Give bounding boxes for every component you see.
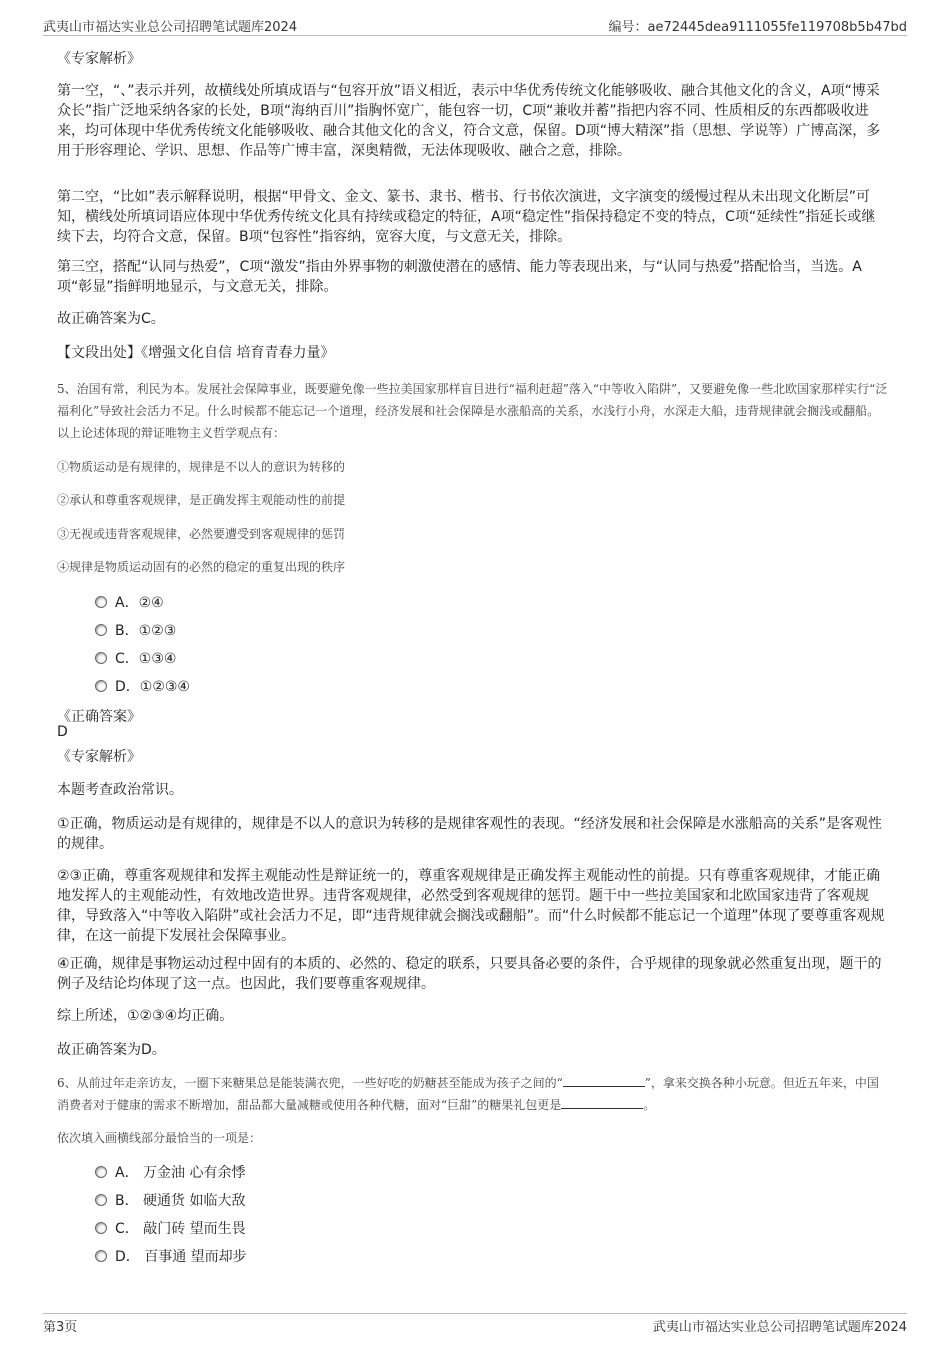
radio-icon[interactable] bbox=[95, 680, 107, 692]
q5-analysis-p3: ②③正确，尊重客观规律和发挥主观能动性是辩证统一的，尊重客观规律是正确发挥主观能动性的前提。只有尊重客观规律，才能正确地发挥人的主观能动性，有效地改造世界。违背客观规律，必然受到客观规律的惩罚。题干中一些拉美国家和北欧国家违背了客观规律，导致落入“中等收入陷阱”或社会活力不足，即“违背规律就会搁浅或翻船”。而“什么时候都不能忘记一个道理”体现了要尊重客观规律，在这一前提下发展社会保障事业。 bbox=[57, 868, 885, 944]
page-number: 第3页 bbox=[43, 1320, 78, 1335]
q5-statement-3: ③无视或违背客观规律，必然要遭受到客观规律的惩罚 bbox=[57, 527, 346, 541]
prev-expert-label: 《专家解析》 bbox=[57, 51, 141, 67]
q5-statement-1: ①物质运动是有规律的，规律是不以人的意识为转移的 bbox=[57, 460, 346, 474]
q5-answer-line: 故正确答案为D。 bbox=[57, 1042, 166, 1058]
radio-icon[interactable] bbox=[95, 652, 107, 664]
page-header bbox=[43, 15, 907, 36]
q6-option-c[interactable]: C． 敲门砖 望而生畏 bbox=[95, 1219, 246, 1239]
q5-option-b[interactable]: B．①②③ bbox=[95, 621, 176, 641]
q5-statement-4: ④规律是物质运动固有的必然的稳定的重复出现的秩序 bbox=[57, 560, 346, 574]
radio-icon[interactable] bbox=[95, 1222, 107, 1234]
prev-analysis-p2: 第二空，“比如”表示解释说明，根据“甲骨文、金文、篆书、隶书、楷书、行书依次演进，文字演变的缓慢过程从未出现文化断层”可知，横线处所填词语应体现中华优秀传统文化具有持续或稳定的特征，A项“稳定性”指保持稳定不变的特点，C项“延续性”指延长或继续下去，均符合文意，保留。B项“包容性”指容纳，宽容大度，与文意无关，排除。 bbox=[57, 189, 876, 245]
q5-option-c[interactable]: C．①③④ bbox=[95, 649, 176, 669]
q5-analysis-p2: ①正确，物质运动是有规律的，规律是不以人的意识为转移的是规律客观性的表现。“经济发展和社会保障是水涨船高的关系”是客观性的规律。 bbox=[57, 816, 883, 852]
q6-stem: 6、从前过年走亲访友，一圈下来糖果总是能装满衣兜，一些好吃的奶糖甚至能成为孩子之间的“ ”，拿来交换各种小玩意。但近五年来，中国消费者对于健康的需求不断增加，甜品都大量减糖或使用各种代糖，面对“巨甜”的糖果礼包更是 。 bbox=[57, 1076, 879, 1112]
prev-analysis-p1: 第一空，“、”表示并列，故横线处所填成语与“包容开放”语义相近，表示中华优秀传统文化能够吸收、融合其他文化的含义，A项“博采众长”指广泛地采纳各家的长处，B项“海纳百川”指胸怀宽广，能包容一切，C项“兼收并蓄”指把内容不同、性质相反的东西都吸收进来，均可体现中华优秀传统文化能够吸收、融合其他文化的含义，符合文意，保留。D项“博大精深”指（思想、学说等）广博高深，多用于形容理论、学识、思想、作品等广博丰富，深奥精微，无法体现吸收、融合之意，排除。 bbox=[57, 83, 881, 159]
radio-icon[interactable] bbox=[95, 1194, 107, 1206]
radio-icon[interactable] bbox=[95, 624, 107, 636]
prev-source: 【文段出处】《增强文化自信 培育青春力量》 bbox=[57, 345, 335, 361]
q6-option-d[interactable]: D． 百事通 望而却步 bbox=[95, 1247, 247, 1267]
q5-expert-label: 《专家解析》 bbox=[57, 749, 141, 765]
q5-stem: 5、治国有常，利民为本。发展社会保障事业，既要避免像一些拉美国家那样盲目进行“福利赶超”落入“中等收入陷阱”，又要避免像一些北欧国家那样实行“泛福利化”导致社会活力不足。什么时候都不能忘记一个道理，经济发展和社会保障是水涨船高的关系，水浅行小舟，水深走大船，违背规律就会搁浅或翻船。以上论述体现的辩证唯物主义哲学观点有： bbox=[57, 382, 888, 440]
q5-analysis-p5: 综上所述，①②③④均正确。 bbox=[57, 1008, 234, 1024]
header-doc-id: 编号：ae72445dea9111055fe119708b5b47bd bbox=[608, 20, 907, 35]
radio-icon[interactable] bbox=[95, 596, 107, 608]
radio-icon[interactable] bbox=[95, 1250, 107, 1262]
q5-option-a[interactable]: A．②④ bbox=[95, 593, 164, 613]
q5-analysis-p4: ④正确，规律是事物运动过程中固有的本质的、必然的、稳定的联系，只要具备必要的条件，合乎规律的现象就必然重复出现，题干的例子及结论均体现了这一点。也因此，我们要尊重客观规律。 bbox=[57, 956, 882, 992]
q6-option-b[interactable]: B． 硬通货 如临大敌 bbox=[95, 1191, 246, 1211]
q5-statement-2: ②承认和尊重客观规律，是正确发挥主观能动性的前提 bbox=[57, 493, 346, 507]
prev-answer-line: 故正确答案为C。 bbox=[57, 311, 165, 327]
footer-title: 武夷山市福达实业总公司招聘笔试题库2024 bbox=[652, 1320, 907, 1335]
q5-option-d[interactable]: D．①②③④ bbox=[95, 677, 190, 697]
q6-prompt: 依次填入画横线部分最恰当的一项是： bbox=[57, 1131, 262, 1145]
q6-option-a[interactable]: A． 万金油 心有余悸 bbox=[95, 1163, 245, 1183]
q5-answer-label: 《正确答案》 bbox=[57, 709, 141, 725]
header-title: 武夷山市福达实业总公司招聘笔试题库2024 bbox=[43, 20, 298, 35]
fill-blank-2 bbox=[561, 1096, 643, 1109]
radio-icon[interactable] bbox=[95, 1166, 107, 1178]
page-footer bbox=[43, 1313, 907, 1334]
q5-analysis-p1: 本题考查政治常识。 bbox=[57, 782, 183, 798]
q5-answer: D bbox=[57, 724, 68, 740]
prev-analysis-p3: 第三空，搭配“认同与热爱”，C项“激发”指由外界事物的刺激使潜在的感情、能力等表现出来，与“认同与热爱”搭配恰当，当选。A项“彰显”指鲜明地显示，与文意无关，排除。 bbox=[57, 259, 862, 295]
fill-blank-1 bbox=[563, 1074, 645, 1087]
